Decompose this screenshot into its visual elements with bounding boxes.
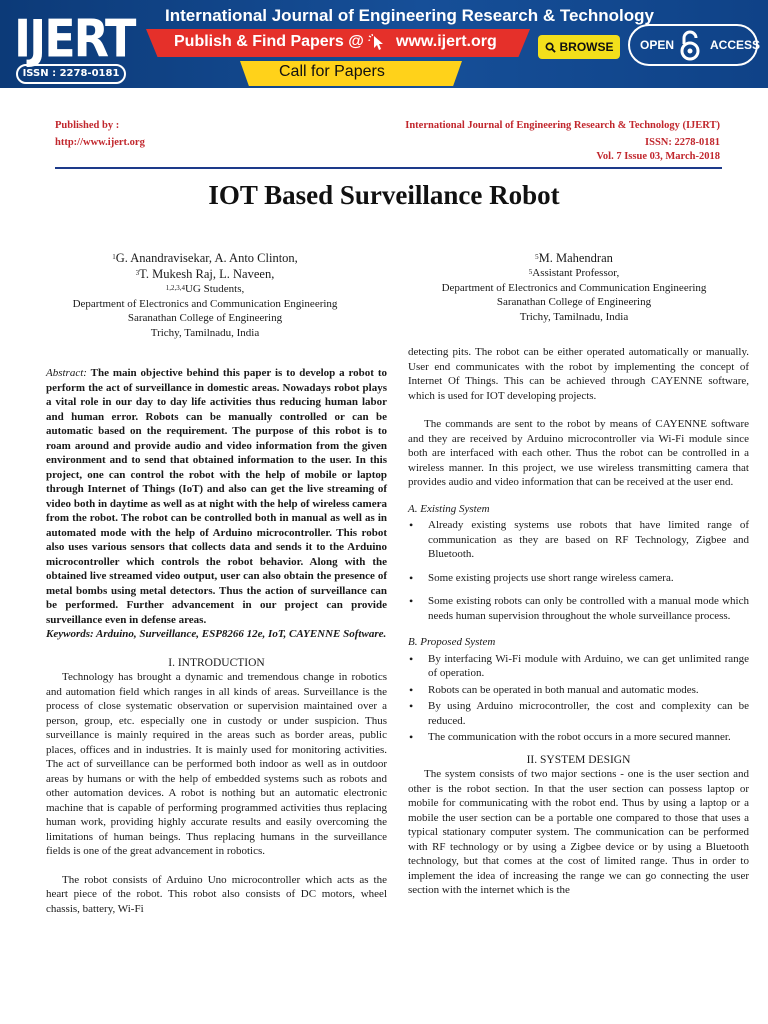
journal-name: International Journal of Engineering Research & Technology (IJERT): [405, 120, 720, 131]
author-college: Saranathan College of Engineering: [127, 312, 283, 324]
list-item: • By using Arduino microcontroller, the cost and complexity can be reduced.: [408, 699, 749, 728]
abstract-text: The main objective behind this paper is to develop a robot to perform the act of surveillance in domestic areas. Nowadays robot plays a vital role in our day to day life activities thus reducing human labor and human error. Robots can be manually controlled or can be automatic based on the requirement. The purpose of this robot is to roam around and provide audio and video information from the given environment and to send that obtained information to the user. In this project, one can control the robot with the help of mobile or laptop through Internet of Things (IoT) and also can get the live streaming of video both in daytime as well as at night with the help of wireless camera from the robot. The robot can be controlled both in manual as well as in automated mode with the help of Arduino microcontroller. This robot also uses various sensors that collects data and sends it to the Arduino microcontroller which controls the robot behavior. Along with the obtained live streamed video output, user can also obtain the presence of metal bombs using metal detectors. Thus the action of surveillance can be performed. Further advancement in our project can provide surveillance even in defense areas.: [46, 367, 387, 626]
author-role: $^{1,2,3,4}$UG Students,: [165, 283, 245, 295]
journal-volume: Vol. 7 Issue 03, March-2018: [596, 151, 720, 162]
logo-text: IJERT: [14, 8, 135, 69]
open-lock-icon: [677, 30, 703, 62]
search-icon: [545, 42, 556, 53]
author-role: $^5$Assistant Professor,: [528, 267, 620, 279]
browse-label: BROWSE: [559, 40, 614, 54]
intro-paragraph-1: Technology has brought a dynamic and tremendous change in robotics and automation field which ranges in all kinds of areas. Surveillance is the process of close systematic observation or supervision maintained over a person, group, etc. especially one in custody or under suspicion. Thus surveillance is mainly required in the areas such as border areas, public places, offices and in industries. It is mainly used for monitoring activities. The act of surveillance can be performed both indoor as well as in outdoor areas by humans or with the help of embedded systems such as robots and other automation devices. A robot is nothing but an automatic electronic machine that is capable of performing programmed activities thus replacing human work, providing highly accurate results and easily overcoming the limitations of human beings. Thus replacing humans in the surveillance fields is one of the great advancement in robotics.: [46, 671, 387, 857]
pointer-click-icon: [368, 33, 388, 53]
section-heading-introduction: I. INTRODUCTION: [168, 656, 265, 669]
banner-journal-title: International Journal of Engineering Research & Technology: [165, 6, 654, 25]
intro-paragraph-2: The robot consists of Arduino Uno microcontroller which acts as the heart piece of the robot. This robot also consists of DC motors, wheel chassis, battery, Wi-Fi: [46, 873, 387, 915]
keywords: [46, 627, 387, 642]
left-column: [46, 366, 387, 916]
list-item: • By interfacing Wi-Fi module with Arduino, we can get unlimited range of operation.: [408, 652, 749, 681]
journal-issn: ISSN: 2278-0181: [645, 137, 720, 148]
site-url-link[interactable]: www.ijert.org: [396, 33, 497, 50]
right-column: [408, 345, 749, 898]
abstract: [46, 366, 387, 627]
author-college: Saranathan College of Engineering: [496, 296, 652, 308]
paper-title: IOT Based Surveillance Robot: [208, 180, 560, 210]
author-department: Department of Electronics and Communication Engineering: [441, 281, 707, 294]
author-names-line1: $^1$G. Anandravisekar, A. Anto Clinton,: [112, 251, 298, 265]
publish-label[interactable]: Publish & Find Papers @: [174, 33, 364, 50]
author-city: Trichy, Tamilnadu, India: [150, 326, 260, 339]
existing-system-list: [408, 518, 749, 623]
author-block-professor: [404, 250, 744, 324]
ijert-logo: [14, 6, 135, 86]
open-label: OPEN: [640, 38, 675, 52]
list-item: • Some existing robots can only be controlled with a manual mode which needs human supervision throughout the whole surveillance process.: [408, 594, 749, 623]
intro-paragraph-4: The commands are sent to the robot by means of CAYENNE software and they are received by Arduino microcontroller via Wi-Fi module since both are interfaced with each other. Thus the robot can be controlled in a wireless manner. In this project, we use wireless transmitting camera that provides audio and video information that can be received at the user end.: [408, 418, 749, 488]
list-item: • Already existing systems use robots that have limited range of communication as they are based on RF Technology, Zigbee and Bluetooth.: [408, 518, 749, 562]
author-block-students: [40, 250, 370, 340]
journal-banner[interactable]: [0, 0, 768, 88]
author-name: $^5$M. Mahendran: [535, 251, 613, 265]
open-access-badge[interactable]: [628, 24, 761, 66]
abstract-label: Abstract:: [46, 367, 87, 379]
publisher-url[interactable]: http://www.ijert.org: [55, 137, 145, 148]
subheading-existing-system: A. Existing System: [408, 502, 490, 515]
list-item: • Some existing projects use short range wireless camera.: [408, 571, 749, 586]
author-names-line2: $^3$T. Mukesh Raj, L. Naveen,: [135, 267, 275, 281]
keywords-text: Arduino, Surveillance, ESP8266 12e, IoT, CAYENNE Software.: [93, 628, 387, 640]
section-heading-system-design: II. SYSTEM DESIGN: [526, 753, 631, 766]
list-item: • The communication with the robot occurs in a more secured manner.: [408, 730, 749, 745]
system-design-paragraph: The system consists of two major sections - one is the user section and other is the robot section. In that the user section can possess laptop or mobile for communicating with the robot end. Thus by using a laptop or a mobile the user section can be a portable one compared to those that uses a typical stationary computer system. The communication can be performed with RF technology or by using a Zigbee device or by using a Bluetooth technology, but that comes at the cost of limited range. Thus in order to implement the idea of increasing the range we can go connecting the user section with the internet which is the: [408, 768, 749, 896]
published-by-label: Published by :: [55, 120, 120, 131]
issn-badge: ISSN : 2278-0181: [16, 64, 126, 84]
proposed-system-list: [408, 652, 749, 745]
author-city: Trichy, Tamilnadu, India: [519, 310, 629, 323]
access-label: ACCESS: [710, 38, 761, 52]
author-department: Department of Electronics and Communication Engineering: [72, 297, 338, 310]
intro-paragraph-3: detecting pits. The robot can be either operated automatically or manually. User end communicates with the robot by implementing the concept of Internet Of Things. This can be achieved through CAYENNE software, which is used for IOT developing projects.: [408, 346, 749, 402]
call-for-papers-link[interactable]: Call for Papers: [279, 63, 385, 80]
keywords-label: Keywords:: [46, 628, 94, 640]
browse-button[interactable]: [538, 35, 620, 59]
subheading-proposed-system: B. Proposed System: [408, 636, 496, 648]
header-divider: [55, 167, 722, 169]
list-item: • Robots can be operated in both manual and automatic modes.: [408, 683, 749, 698]
